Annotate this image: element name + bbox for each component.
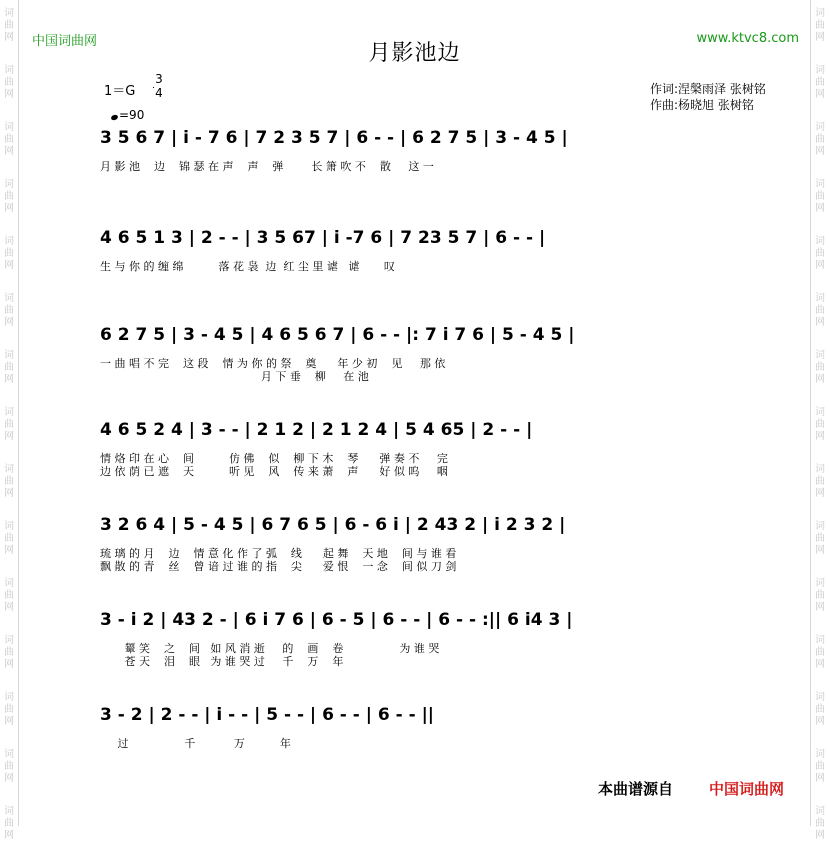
edge-watermark-glyph: 曲: [815, 191, 825, 202]
edge-watermark-glyph: 曲: [4, 305, 14, 316]
note-row: 3 2 6 4 | 5 - 4 5 | 6 7 6 5 | 6 - 6 i | 2 43 2 | i 2 3 2 |: [100, 515, 566, 535]
note-row: 3 5 6 7 | i - 7 6 | 7 2 3 5 7 | 6 - - | 6 2 7 5 | 3 - 4 5 |: [100, 128, 568, 148]
edge-watermark-glyph: 曲: [4, 20, 14, 31]
note-row: 4 6 5 2 4 | 3 - - | 2 1 2 | 2 1 2 4 | 5 4 65 | 2 - - |: [100, 420, 533, 440]
site-name[interactable]: 中国词曲网: [32, 34, 98, 49]
lyricist-credit: 作词:涅槃雨泽 张树铭: [650, 82, 766, 96]
edge-watermark-glyph: 网: [815, 89, 825, 100]
edge-watermark-glyph: 词: [815, 578, 825, 589]
edge-watermark-glyph: 词: [4, 806, 14, 817]
edge-watermark-glyph: 网: [815, 545, 825, 556]
quarter-note-icon: [110, 114, 118, 121]
edge-watermark-glyph: 网: [4, 203, 14, 214]
edge-watermark-glyph: 曲: [4, 647, 14, 658]
edge-watermark-glyph: 词: [815, 692, 825, 703]
edge-watermark-glyph: 曲: [4, 590, 14, 601]
meter-bottom: 4: [155, 86, 163, 100]
edge-watermark-glyph: 曲: [815, 761, 825, 772]
edge-watermark-glyph: 曲: [815, 590, 825, 601]
note-row: 6 2 7 5 | 3 - 4 5 | 4 6 5 6 7 | 6 - - |: 7 i 7 6 | 5 - 4 5 |: [100, 325, 575, 345]
edge-watermark-glyph: 曲: [4, 362, 14, 373]
score-line: [100, 325, 750, 385]
edge-watermark-glyph: 网: [815, 32, 825, 43]
score-line: [100, 128, 750, 188]
score-line: [100, 515, 750, 575]
edge-watermark-glyph: 词: [4, 464, 14, 475]
edge-watermark-glyph: 词: [4, 635, 14, 646]
edge-watermark-glyph: 网: [815, 203, 825, 214]
lyric-row: 情 烙 印 在 心 间 仿 佛 似 柳 下 木 琴 弹 奏 不 完: [100, 452, 448, 465]
edge-watermark-glyph: 曲: [4, 476, 14, 487]
edge-watermark-glyph: 词: [815, 806, 825, 817]
lyric-row-2: 月 下 垂 柳 在 池: [100, 370, 369, 383]
edge-watermark-glyph: 网: [815, 602, 825, 613]
score-line: [100, 420, 750, 480]
edge-watermark-glyph: 曲: [4, 761, 14, 772]
edge-watermark-glyph: 词: [815, 8, 825, 19]
edge-watermark-glyph: 词: [815, 122, 825, 133]
edge-watermark-glyph: 曲: [815, 818, 825, 829]
edge-watermark-glyph: 词: [815, 407, 825, 418]
edge-watermark-glyph: 曲: [815, 77, 825, 88]
edge-watermark-glyph: 网: [815, 830, 825, 841]
edge-watermark-glyph: 网: [4, 374, 14, 385]
edge-watermark-glyph: 词: [4, 179, 14, 190]
edge-watermark-glyph: 曲: [4, 533, 14, 544]
note-row: 3 - 2 | 2 - - | i - - | 5 - - | 6 - - | 6 - - ||: [100, 705, 434, 725]
edge-watermark-glyph: 网: [4, 488, 14, 499]
edge-watermark-glyph: 曲: [4, 704, 14, 715]
edge-watermark-glyph: 词: [815, 635, 825, 646]
edge-watermark-glyph: 网: [4, 89, 14, 100]
lyric-row: 月 影 池 边 锦 瑟 在 声 声 弹 长 箫 吹 不 散 这 一: [100, 160, 434, 173]
edge-watermark-glyph: 词: [815, 350, 825, 361]
edge-watermark-glyph: 网: [815, 431, 825, 442]
edge-watermark-glyph: 词: [4, 8, 14, 19]
edge-watermark-glyph: 词: [4, 65, 14, 76]
edge-watermark-glyph: 曲: [815, 305, 825, 316]
lyric-row: 过 千 万 年: [100, 737, 291, 750]
edge-watermark-glyph: 网: [4, 716, 14, 727]
site-url[interactable]: www.ktvc8.com: [696, 31, 799, 46]
edge-watermark-glyph: 词: [4, 692, 14, 703]
edge-watermark-glyph: 网: [4, 32, 14, 43]
source-label: 本曲谱源自: [598, 780, 674, 798]
right-watermark-strip: [810, 0, 829, 841]
edge-watermark-glyph: 网: [4, 602, 14, 613]
edge-watermark-glyph: 词: [4, 350, 14, 361]
edge-watermark-glyph: 词: [4, 521, 14, 532]
tempo-marking: [111, 108, 144, 122]
edge-watermark-glyph: 曲: [815, 20, 825, 31]
edge-watermark-glyph: 网: [815, 716, 825, 727]
lyric-row: 颦 笑 之 间 如 风 消 逝 的 画 卷 为 谁 哭: [100, 642, 440, 655]
edge-watermark-glyph: 曲: [815, 704, 825, 715]
note-row: 4 6 5 1 3 | 2 - - | 3 5 67 | i -7 6 | 7 23 5 7 | 6 - - |: [100, 228, 546, 248]
edge-watermark-glyph: 词: [4, 749, 14, 760]
score-line: [100, 228, 750, 288]
lyric-row: 琉 璃 的 月 边 情 意 化 作 了 弧 线 起 舞 天 地 间 与 谁 看: [100, 547, 457, 560]
edge-watermark-glyph: 网: [815, 260, 825, 271]
score-line: [100, 705, 750, 765]
edge-watermark-glyph: 网: [4, 317, 14, 328]
lyric-row-2: 苍 天 泪 眼 为 谁 哭 过 千 万 年: [100, 655, 344, 668]
edge-watermark-glyph: 网: [4, 773, 14, 784]
edge-watermark-glyph: 网: [4, 830, 14, 841]
edge-watermark-glyph: 词: [4, 236, 14, 247]
lyric-row-2: 边 依 荫 已 遮 天 听 见 风 传 来 萧 声 好 似 呜 咽: [100, 465, 448, 478]
edge-watermark-glyph: 网: [4, 146, 14, 157]
edge-watermark-glyph: 词: [815, 521, 825, 532]
edge-watermark-glyph: 曲: [815, 248, 825, 259]
edge-watermark-glyph: 词: [815, 464, 825, 475]
edge-watermark-glyph: 曲: [815, 419, 825, 430]
edge-watermark-glyph: 曲: [815, 476, 825, 487]
edge-watermark-glyph: 词: [815, 65, 825, 76]
key-signature: 1＝G: [104, 84, 136, 99]
lyric-row: 生 与 你 的 缠 绵 落 花 袅 边 红 尘 里 谑 谑 叹: [100, 260, 395, 273]
edge-watermark-glyph: 词: [815, 236, 825, 247]
edge-watermark-glyph: 词: [815, 179, 825, 190]
edge-watermark-glyph: 网: [815, 488, 825, 499]
edge-watermark-glyph: 曲: [815, 533, 825, 544]
edge-watermark-glyph: 曲: [4, 134, 14, 145]
edge-watermark-glyph: 曲: [815, 362, 825, 373]
lyric-row: 一 曲 唱 不 完 这 段 情 为 你 的 祭 奠 年 少 初 见 那 依: [100, 357, 446, 370]
edge-watermark-glyph: 网: [4, 659, 14, 670]
edge-watermark-glyph: 网: [4, 431, 14, 442]
edge-watermark-glyph: 曲: [4, 818, 14, 829]
edge-watermark-glyph: 词: [4, 407, 14, 418]
song-title: 月影池边: [368, 41, 461, 66]
edge-watermark-glyph: 网: [815, 374, 825, 385]
edge-watermark-glyph: 曲: [815, 647, 825, 658]
edge-watermark-glyph: 曲: [815, 134, 825, 145]
edge-watermark-glyph: 网: [815, 317, 825, 328]
time-signature: [153, 72, 165, 100]
lyric-row-2: 飘 散 的 青 丝 曾 谙 过 谁 的 指 尖 爱 恨 一 念 间 似 刀 剑: [100, 560, 457, 573]
edge-watermark-glyph: 词: [815, 749, 825, 760]
left-watermark-strip: [0, 0, 19, 841]
edge-watermark-glyph: 曲: [4, 191, 14, 202]
edge-watermark-glyph: 词: [4, 578, 14, 589]
meter-top: 3: [155, 72, 163, 86]
note-row: 3 - i 2 | 43 2 - | 6 i 7 6 | 6 - 5 | 6 - - | 6 - - :|| 6 i4 3 |: [100, 610, 573, 630]
score-line: [100, 610, 750, 670]
edge-watermark-glyph: 曲: [4, 248, 14, 259]
edge-watermark-glyph: 网: [815, 146, 825, 157]
tempo-value: =90: [119, 108, 145, 122]
edge-watermark-glyph: 网: [4, 260, 14, 271]
edge-watermark-glyph: 曲: [4, 77, 14, 88]
edge-watermark-glyph: 网: [815, 773, 825, 784]
edge-watermark-glyph: 词: [4, 293, 14, 304]
composer-credit: 作曲:杨晓旭 张树铭: [650, 98, 754, 112]
edge-watermark-glyph: 词: [815, 293, 825, 304]
edge-watermark-glyph: 网: [815, 659, 825, 670]
source-site[interactable]: 中国词曲网: [709, 780, 785, 798]
edge-watermark-glyph: 曲: [4, 419, 14, 430]
edge-watermark-glyph: 词: [4, 122, 14, 133]
edge-watermark-glyph: 网: [4, 545, 14, 556]
